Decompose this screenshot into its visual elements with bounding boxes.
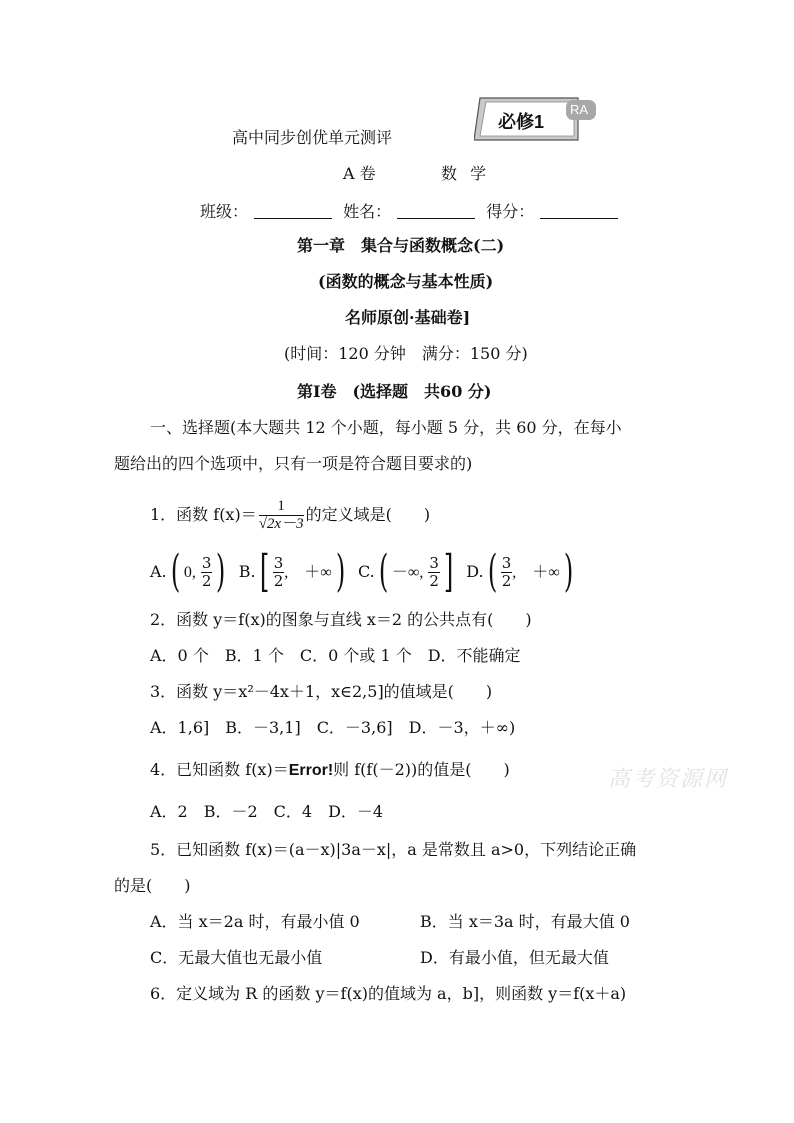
section-heading-line1: 一、选择题(本大题共 12 个小题，每小题 5 分，共 60 分，在每小 [150, 418, 622, 437]
q1-numerator: 1 [259, 498, 304, 516]
q5-opt-a[interactable]: A．当 x＝2a 时，有最小值 0 [150, 912, 360, 931]
volume-label: A 卷 [343, 164, 376, 183]
header-title: 高中同步创优单元测评 [232, 128, 393, 147]
q1-opt-b[interactable]: B.[ $\frac{3}{2}$ , ＋∞) [238, 546, 346, 597]
score-label: 得分： [486, 202, 535, 221]
q2-options[interactable]: A．0 个 B．1 个 C．0 个或 1 个 D．不能确定 [150, 646, 521, 665]
badge-main-text: 必修1 [498, 112, 545, 132]
q3-options[interactable]: A．1,6] B．－3,1] C．－3,6] D．－3，＋∞) [150, 718, 516, 737]
q5-opt-d[interactable]: D．有最小值，但无最大值 [420, 948, 609, 967]
class-label: 班级： [200, 202, 249, 221]
chapter-subtitle: (函数的概念与基本性质) [318, 272, 494, 291]
textbook-badge [474, 96, 596, 142]
q1-denominator: √2x－3 [258, 516, 304, 532]
q4-prefix: 4．已知函数 f(x)＝ [150, 760, 289, 779]
q5-stem-line1: 5．已知函数 f(x)＝(a－x)|3a－x|，a 是常数且 a>0，下列结论正确 [150, 840, 637, 859]
q2-stem: 2．函数 y＝f(x)的图象与直线 x＝2 的公共点有( ) [150, 610, 532, 629]
q4-suffix: 则 f(f(－2))的值是( ) [333, 760, 510, 779]
badge-small-text: RA [570, 102, 589, 117]
q6-stem: 6．定义域为 R 的函数 y＝f(x)的值域为 a，b]，则函数 y＝f(x＋a) [150, 984, 627, 1003]
q1-opt-c[interactable]: C.( －∞, $\frac{3}{2}$ ] [357, 546, 454, 597]
q1-prefix: 1．函数 f(x)＝ [150, 505, 257, 524]
q1-options [150, 546, 577, 597]
q4-options[interactable]: A．2 B．－2 C．4 D．－4 [150, 802, 384, 821]
q1-stem [150, 498, 430, 533]
name-label: 姓名： [343, 202, 392, 221]
class-blank[interactable] [254, 204, 332, 219]
name-blank[interactable] [397, 204, 475, 219]
section-heading-line2: 题给出的四个选项中，只有一项是符合题目要求的) [114, 454, 473, 473]
q3-stem: 3．函数 y＝x²－4x＋1，x∈2,5]的值域是( ) [150, 682, 493, 701]
part-label: 第Ⅰ卷 (选择题 共60 分) [297, 382, 492, 401]
subject-label: 数 学 [441, 164, 491, 183]
q1-opt-a[interactable]: A.( 0, $\frac{3}{2}$ ) [150, 546, 226, 597]
q1-opt-d[interactable]: D.( $\frac{3}{2}$ , ＋∞) [466, 546, 574, 597]
q5-stem-line2: 的是( ) [114, 876, 191, 895]
q1-suffix: 的定义域是( ) [305, 505, 431, 524]
q4-error-text: Error! [288, 762, 334, 779]
chapter-title: 第一章 集合与函数概念(二) [297, 236, 505, 255]
info-line [200, 202, 624, 222]
time-info: (时间：120 分钟 满分：150 分) [284, 344, 528, 363]
q4-stem [150, 760, 510, 781]
score-blank[interactable] [540, 204, 618, 219]
q5-opt-c[interactable]: C．无最大值也无最小值 [150, 948, 323, 967]
series-label: 名师原创·基础卷] [345, 308, 471, 327]
q5-opt-b[interactable]: B．当 x＝3a 时，有最大值 0 [420, 912, 630, 931]
watermark: 高考资源网 [608, 767, 729, 792]
q1-fraction [259, 498, 304, 533]
